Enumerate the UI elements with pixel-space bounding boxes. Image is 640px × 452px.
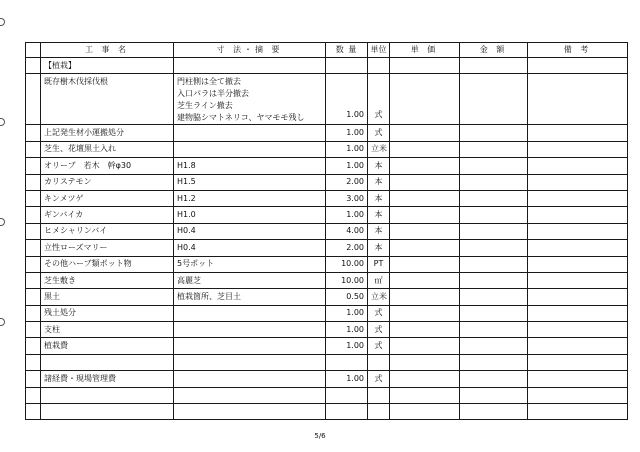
item-name [41,404,174,420]
unit: ㎡ [368,272,390,288]
header-unit: 単位 [368,43,390,58]
unit-price [390,354,460,370]
amount [460,338,528,354]
spec-cell [174,125,326,141]
item-name: キンメツゲ [41,190,174,206]
unit: 式 [368,125,390,141]
item-name: 上記発生材小運搬処分 [41,125,174,141]
unit-price [390,74,460,125]
spec-line: H0.4 [177,242,196,252]
table-row [26,141,628,157]
quantity: 3.00 [326,190,368,206]
item-name: 支柱 [41,322,174,338]
item-name: 芝生、花壇黒土入れ [41,141,174,157]
amount [460,223,528,239]
item-name: ヒメシャリンバイ [41,223,174,239]
item-name: 芝生敷き [41,272,174,288]
quantity: 1.00 [326,338,368,354]
spec-cell [174,404,326,420]
remarks [528,305,628,321]
spec-cell [174,371,326,387]
unit: 式 [368,338,390,354]
unit-price [390,404,460,420]
quantity: 1.00 [326,305,368,321]
binder-edge [0,0,6,452]
row-blank [26,256,41,272]
table-row [26,404,628,420]
spec-cell [174,158,326,174]
amount [460,322,528,338]
table-row [26,207,628,223]
amount [460,387,528,403]
spec-cell [174,305,326,321]
header-remarks: 備 考 [528,43,628,58]
spec-line: 5号ポット [177,259,215,269]
unit-price [390,190,460,206]
unit [368,354,390,370]
unit: 本 [368,223,390,239]
unit [368,387,390,403]
unit-price [390,338,460,354]
row-blank [26,371,41,387]
remarks [528,256,628,272]
row-blank [26,322,41,338]
quantity: 10.00 [326,272,368,288]
unit: 本 [368,240,390,256]
unit: 式 [368,74,390,125]
quantity [326,404,368,420]
unit: 式 [368,305,390,321]
remarks [528,322,628,338]
unit: 立米 [368,289,390,305]
table-row [26,223,628,239]
unit-price [390,174,460,190]
punch-hole [0,218,5,226]
table-row [26,125,628,141]
quantity: 10.00 [326,256,368,272]
amount [460,174,528,190]
spec-line: 門柱側は全て撤去 [177,77,241,87]
spec-line: 芝生ライン撤去 [177,101,233,111]
remarks [528,404,628,420]
table-row [26,190,628,206]
row-blank [26,74,41,125]
row-blank [26,387,41,403]
unit-price [390,322,460,338]
unit-price [390,223,460,239]
row-blank [26,207,41,223]
header-amount: 金 額 [460,43,528,58]
quantity: 1.00 [326,125,368,141]
unit-price [390,240,460,256]
spec-cell [174,74,326,125]
unit-price [390,289,460,305]
item-name: 立性ローズマリー [41,240,174,256]
section-title: 【植栽】 [41,58,174,74]
punch-hole [0,118,5,126]
page-number: 5/6 [314,432,326,440]
row-blank [26,190,41,206]
spec-cell [174,190,326,206]
table-row [26,74,628,125]
unit: 本 [368,207,390,223]
quantity [326,354,368,370]
amount [460,371,528,387]
quantity: 1.00 [326,207,368,223]
amount [460,256,528,272]
table-row [26,256,628,272]
unit-price [390,207,460,223]
spec-cell [174,141,326,157]
spec-line: 植栽箇所、芝目土 [177,291,241,301]
quantity: 2.00 [326,240,368,256]
unit: 本 [368,174,390,190]
table-row [26,272,628,288]
table-row [26,354,628,370]
row-blank [26,125,41,141]
spec-line: H1.5 [177,177,196,187]
amount [460,354,528,370]
unit-price [390,141,460,157]
item-name: 既存樹木伐採伐根 [41,74,174,125]
row-blank [26,158,41,174]
unit-price [390,371,460,387]
spec-cell [174,289,326,305]
remarks [528,289,628,305]
row-blank [26,338,41,354]
header-spec: 寸 法・摘 要 [174,43,326,58]
amount [460,404,528,420]
unit-price [390,305,460,321]
remarks [528,387,628,403]
section-row [26,58,628,74]
header-item: 工 事 名 [41,43,174,58]
spec-cell [174,256,326,272]
spec-line: 建物脇シマトネリコ、ヤマモモ残し [177,113,305,123]
remarks [528,371,628,387]
item-name: 植栽費 [41,338,174,354]
spec-cell [174,240,326,256]
spec-cell [174,207,326,223]
quantity: 1.00 [326,322,368,338]
row-blank [26,289,41,305]
quantity: 1.00 [326,371,368,387]
spec-line: H1.8 [177,160,196,170]
unit: PT [368,256,390,272]
row-blank [26,404,41,420]
item-name: 残土処分 [41,305,174,321]
unit-price [390,272,460,288]
punch-hole [0,18,5,26]
header-blank [26,43,41,58]
unit-price [390,125,460,141]
quantity: 1.00 [326,141,368,157]
table-row [26,240,628,256]
remarks [528,240,628,256]
remarks [528,125,628,141]
amount [460,125,528,141]
remarks [528,354,628,370]
item-name: 黒土 [41,289,174,305]
amount [460,158,528,174]
spec-cell [174,338,326,354]
item-name: カリステモン [41,174,174,190]
remarks [528,272,628,288]
row-blank [26,174,41,190]
row-blank [26,354,41,370]
quantity: 1.00 [326,74,368,125]
remarks [528,338,628,354]
row-blank [26,305,41,321]
spec-cell [174,174,326,190]
quantity: 0.50 [326,289,368,305]
unit: 本 [368,190,390,206]
unit-price [390,387,460,403]
spec-line: 入口パラは半分撤去 [177,89,249,99]
table-row [26,158,628,174]
unit-price [390,256,460,272]
spec-cell [174,322,326,338]
header-qty: 数 量 [326,43,368,58]
amount [460,141,528,157]
unit [368,404,390,420]
remarks [528,158,628,174]
remarks [528,190,628,206]
unit: 式 [368,371,390,387]
remarks [528,74,628,125]
unit-price [390,158,460,174]
estimate-table [25,42,628,420]
spec-cell [174,272,326,288]
item-name [41,387,174,403]
quantity: 2.00 [326,174,368,190]
table-row [26,371,628,387]
row-blank [26,272,41,288]
spec-line: H0.4 [177,226,196,236]
quantity: 1.00 [326,158,368,174]
unit: 式 [368,322,390,338]
header-row [26,43,628,58]
spec-cell [174,354,326,370]
amount [460,289,528,305]
remarks [528,223,628,239]
spec-line: H1.2 [177,193,196,203]
row-blank [26,223,41,239]
punch-hole [0,318,5,326]
quantity [326,387,368,403]
amount [460,190,528,206]
quantity: 4.00 [326,223,368,239]
amount [460,207,528,223]
remarks [528,207,628,223]
table-row [26,322,628,338]
table-row [26,387,628,403]
row-blank [26,240,41,256]
spec-cell [174,387,326,403]
header-unit-price: 単 価 [390,43,460,58]
unit: 立米 [368,141,390,157]
table-row [26,338,628,354]
amount [460,74,528,125]
remarks [528,141,628,157]
item-name: 諸経費・現場管理費 [41,371,174,387]
amount [460,305,528,321]
table-row [26,174,628,190]
table-row [26,289,628,305]
spec-cell [174,223,326,239]
amount [460,240,528,256]
table-row [26,305,628,321]
item-name: その他ハーブ類ポット物 [41,256,174,272]
item-name: オリーブ 若木 幹φ30 [41,158,174,174]
remarks [528,174,628,190]
item-name: ギンバイカ [41,207,174,223]
spec-line: 高麗芝 [177,275,201,285]
unit: 本 [368,158,390,174]
row-blank [26,141,41,157]
spec-line: H1.0 [177,210,196,220]
amount [460,272,528,288]
item-name [41,354,174,370]
